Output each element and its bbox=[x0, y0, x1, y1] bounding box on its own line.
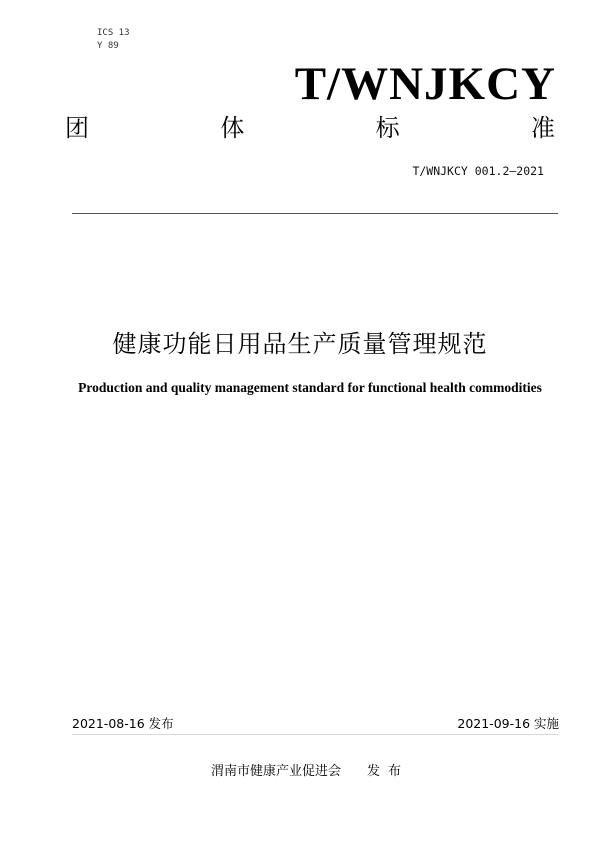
footer-divider bbox=[72, 734, 558, 735]
implement-date: 2021-09-16 实施 bbox=[457, 716, 559, 731]
kind-char: 体 bbox=[220, 114, 245, 142]
document-title-cn: 健康功能日用品生产质量管理规范 bbox=[112, 330, 488, 358]
kind-char: 标 bbox=[375, 114, 400, 142]
issuer-action: 发布 bbox=[367, 764, 410, 779]
ics-code: ICS 13 bbox=[97, 28, 130, 38]
ccs-code: Y 89 bbox=[97, 41, 119, 51]
kind-char: 准 bbox=[530, 114, 555, 142]
kind-char: 团 bbox=[65, 114, 89, 142]
document-title-en: Production and quality management standard for functional health commodities bbox=[78, 380, 542, 395]
issuer-name: 渭南市健康产业促进会 bbox=[211, 764, 342, 779]
issuer-line bbox=[211, 763, 409, 781]
standard-logo: T/WNJKCY bbox=[294, 58, 556, 110]
standard-code: T/WNJKCY 001.2—2021 bbox=[412, 164, 544, 178]
standard-kind bbox=[65, 113, 555, 143]
header-divider bbox=[72, 213, 558, 214]
classification-codes bbox=[97, 27, 130, 53]
publish-date: 2021-08-16 发布 bbox=[72, 716, 174, 731]
